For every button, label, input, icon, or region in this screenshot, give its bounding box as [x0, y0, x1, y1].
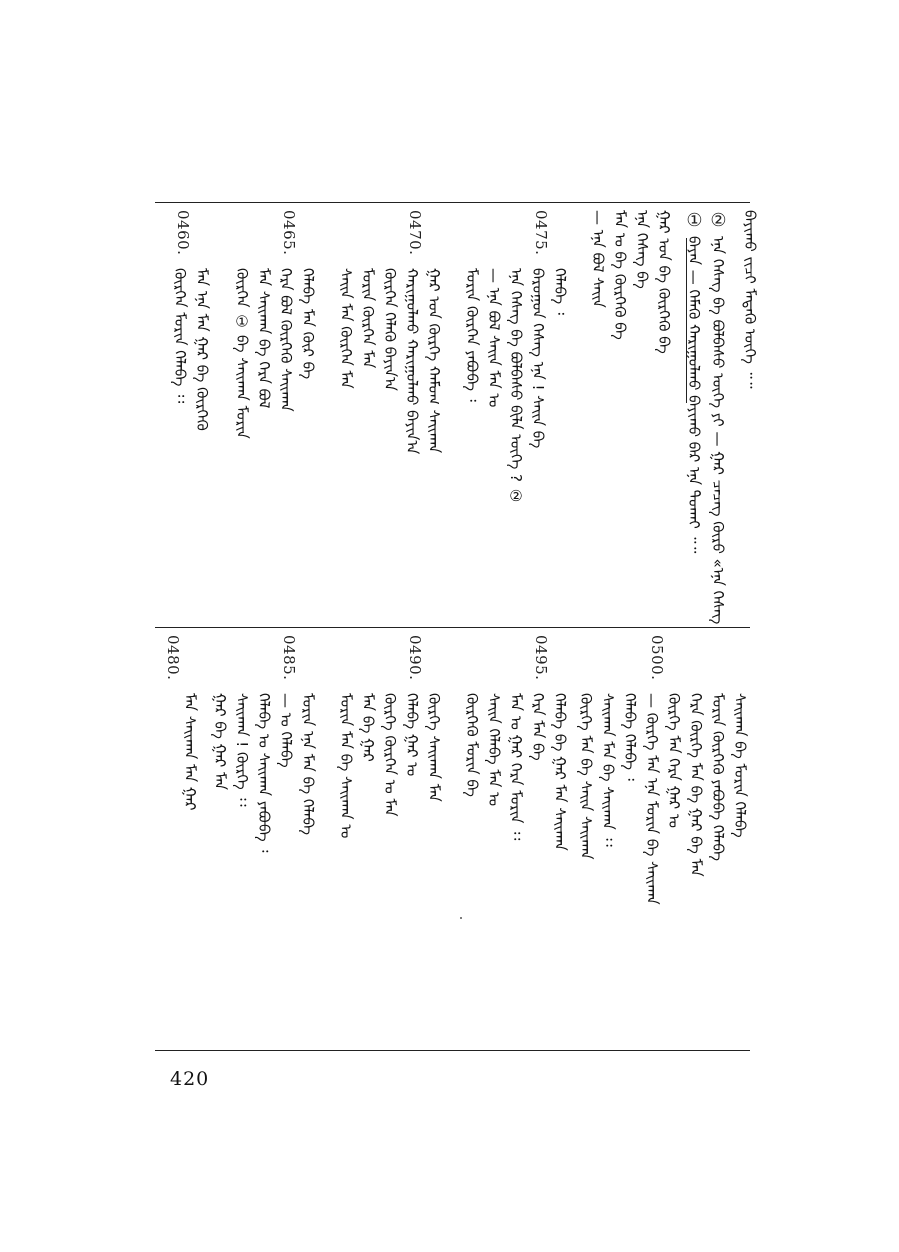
- verse-line: ᠬᠡᠷᠡ ᠪᠣᠯ ᠬᠦᠷᠭᠡᠬᠦ ᠰᠠᠢᠬᠠᠨ: [277, 268, 295, 412]
- verse-line: ᠮᠣᠷᠢᠨ ᠮᠠᠨ ᠪᠡ ᠰᠠᠢᠬᠠᠨ ᠤ: [337, 693, 355, 839]
- verse-line: ᠬᠦᠷᠭᠡ ᠮᠠᠨ ᠬᠡᠷᠡ ᠭᠠᠷ ᠤ: [665, 693, 683, 828]
- verse-line: ᠬᠡᠷᠡ ᠬᠦᠷᠭᠡ ᠮᠠᠨ ᠪᠡ ᠭᠠᠷ ᠪᠡ ᠮᠠᠨ: [687, 693, 705, 877]
- verse-line: ᠰᠠᠢᠬᠠᠨ ᠪᠡ ᠮᠣᠷᠢᠨ ᠬᠡᠯᠡᠪᠡ: [731, 693, 749, 838]
- verse-line: ᠪᠠᠷᠤᠭᠤᠨ ᠬᠡᠰᠡᠭ ᠡᠨᠡ ! ᠰᠠᠢᠨ ᠪᠡ: [529, 268, 547, 449]
- verse-line: ᠮᠠᠨ ᠰᠠᠢᠬᠠᠨ ᠪᠡ ᠬᠡᠷᠡ ᠪᠣᠯ: [255, 268, 273, 409]
- verse-line: ᠮᠣᠷᠢᠨ ᠡᠨᠡ ᠮᠠᠨ ᠪᠡ ᠬᠡᠯᠡᠪᠡ: [299, 693, 317, 836]
- line-number: 0480.: [164, 635, 182, 681]
- verse-line: ᠬᠡᠯᠡᠪᠡ ᠮᠠᠨ ᠬᠦᠷ ᠪᠡ: [299, 268, 317, 380]
- verse-line: ᠬᠦᠷᠭᠡᠨ ① ᠪᠡ ᠰᠠᠢᠬᠠᠨ ᠮᠣᠷᠢᠨ: [233, 268, 251, 439]
- verse-line: ᠬᠦᠷᠭᠡ ᠬᠦᠷᠭᠡᠨ ᠤ ᠮᠠᠨ: [381, 693, 399, 817]
- verse-line: ᠬᠦᠷᠭᠡᠨ ᠮᠣᠷᠢᠨ ᠬᠡᠯᠡᠪᠡ ᠄᠄: [171, 268, 189, 404]
- verse-line: — ᠡᠨᠡ ᠪᠣᠯ ᠰᠠᠢᠨ: [589, 210, 607, 308]
- verse-line: ᠭᠠᠷ ᠤᠨ ᠬᠦᠷᠭᠡ ᠬᠠᠮᠤᠭ ᠰᠠᠢᠬᠠᠨ: [425, 268, 443, 454]
- verse-line: ᠬᠡᠯᠡᠪᠡ ᠤ ᠰᠠᠢᠬᠠᠨ ᠶᠠᠪᠤᠪᠠ ᠄: [255, 693, 273, 853]
- verse-line: ᠰᠠᠢᠨ ᠬᠡᠯᠡᠪᠡ ᠮᠠᠨ ᠤ: [485, 693, 503, 807]
- top-rule: [155, 202, 750, 203]
- footnote-line: ᠡᠨᠡ ᠬᠡᠰᠡᠭ ᠪᠡ ᠪᠣᠯᠪᠠᠰᠤ ᠦᠭᠡ ᠶᠢ — ᠭᠠᠷ ᠴᠡᠴᠡᠭ ᠬᠦᠷᠦ «ᠡᠨᠡ ᠬᠡᠰᠡᠭ: [709, 236, 727, 625]
- verse-line: ᠰᠠᠢᠨ ᠮᠠᠨ ᠬᠦᠷᠭᠡᠨ ᠮᠠᠨ: [337, 268, 355, 389]
- verse-line: ᠬᠡᠯᠡᠪᠡ ᠄: [551, 268, 569, 315]
- verse-line: ᠮᠠᠨ ᠤ ᠭᠠᠷ ᠬᠡᠷᠡ ᠮᠣᠷᠢᠨ ᠄᠄: [507, 693, 525, 841]
- line-number: 0485.: [280, 635, 298, 681]
- line-number: 0465.: [280, 210, 298, 256]
- verse-line: ᠰᠠᠢᠬᠠᠨ ! ᠬᠦᠷᠭᠡ ᠄᠄: [233, 693, 251, 807]
- verse-line: ᠬᠠᠷᠢᠭᠤᠯᠬᠤ ᠬᠠᠷᠢᠭᠤᠯᠬᠤ ᠪᠠᠶᠢᠨ᠎ᠠ: [403, 268, 421, 455]
- footnote-line: ᠪᠠᠶᠠᠨ — ᠬᠡᠮᠡᠬᠦ ᠬᠠᠷᠢᠭᠤᠯᠬᠤ ᠪᠠᠶᠢᠬᠤ ᠪᠠᠷ ᠡᠨᠡ ᠲᠤᠬᠠᠢ ᠃᠃: [685, 236, 703, 554]
- verse-line: ᠮᠠᠨ ᠪᠡ ᠭᠠᠷ: [359, 693, 377, 762]
- verse-line: ᠬᠡᠷᠡ ᠮᠠᠨ ᠪᠡ: [529, 693, 547, 761]
- ink-speck: [460, 917, 462, 919]
- footnote-marker: ①: [684, 210, 705, 232]
- line-number: 0495.: [532, 635, 550, 681]
- verse-line: ᠡᠨᠡ ᠬᠡᠰᠡᠭ ᠪᠡ: [633, 210, 651, 289]
- verse-line: ᠬᠡᠯᠡᠪᠡ ᠬᠡᠯᠡᠪᠡ ᠄: [621, 693, 639, 781]
- middle-rule: [155, 627, 750, 628]
- verse-line: ᠮᠠᠨ ᠤ ᠪᠠ ᠬᠦᠷᠭᠡᠬᠦ ᠪᠡ: [611, 210, 629, 340]
- verse-line: — ᠡᠨᠡ ᠪᠣᠯ ᠰᠠᠢᠨ ᠮᠠᠨ ᠤ: [485, 268, 503, 408]
- verse-line: ᠮᠣᠷᠢᠨ ᠬᠦᠷᠭᠡᠨ ᠮᠠᠨ: [359, 268, 377, 369]
- line-number: 0490.: [406, 635, 424, 681]
- lower-text-block: [160, 635, 750, 1045]
- footnote-line: ᠪᠠᠶᠢᠬᠤ ᠵᠢᠴᠢ ᠮᠡᠳᠡᠬᠦ ᠦᠭᠡ ᠃᠃: [741, 210, 759, 389]
- line-number: 0460.: [174, 210, 192, 256]
- verse-line: ᠬᠡᠯᠡᠪᠡ ᠭᠠᠷ ᠤ: [403, 693, 421, 777]
- verse-line: ᠰᠠᠢᠬᠠᠨ ᠮᠠᠨ ᠪᠡ ᠰᠠᠢᠬᠠᠨ ᠄᠄: [599, 693, 617, 847]
- verse-line: ᠮᠣᠷᠢᠨ ᠬᠦᠷᠭᠡᠬᠦ ᠶᠠᠪᠤᠪᠠ ᠬᠡᠯᠡᠪᠡ: [709, 693, 727, 861]
- line-number: 0500.: [648, 635, 666, 681]
- verse-line: ᠮᠣᠷᠢᠨ ᠬᠦᠷᠭᠡᠨ ᠶᠠᠪᠤᠪᠠ ᠄: [463, 268, 481, 402]
- verse-line: ᠬᠦᠷᠭᠡ ᠰᠠᠢᠬᠠᠨ ᠮᠠᠨ: [425, 693, 443, 802]
- verse-line: ᠬᠦᠷᠭᠡ ᠮᠠᠨ ᠪᠡ ᠰᠠᠢᠨ ᠰᠠᠢᠬᠠᠨ: [577, 693, 595, 860]
- verse-line: ᠬᠦᠷᠭᠡᠨ ᠬᠡᠯᠡᠬᠦ ᠪᠠᠶᠢᠨ᠎ᠠ: [381, 268, 399, 391]
- page-number: 420: [170, 1068, 210, 1090]
- verse-line: ᠭᠠᠷ ᠤᠨ ᠪᠠ ᠬᠦᠷᠭᠡᠬᠦ ᠪᠡ: [655, 210, 673, 354]
- verse-line: — ᠬᠦᠷᠭᠡ ᠮᠠᠨ ᠡᠨᠡ ᠮᠣᠷᠢᠨ ᠪᠡ ᠰᠠᠢᠬᠠᠨ: [643, 693, 661, 905]
- upper-text-block: [160, 210, 759, 625]
- verse-line: ᠬᠦᠷᠭᠡᠬᠦ ᠮᠣᠷᠢᠨ ᠪᠡ: [463, 693, 481, 797]
- line-number: 0470.: [406, 210, 424, 256]
- verse-line: ᠮᠠᠨ ᠰᠠᠢᠬᠠᠨ ᠮᠠᠨ ᠭᠠᠷ: [181, 693, 199, 811]
- verse-line: ᠮᠠᠨ ᠡᠨᠡ ᠮᠠᠨ ᠭᠠᠷ ᠪᠡ ᠬᠦᠷᠭᠡᠬᠦ: [193, 268, 211, 431]
- verse-line: ᠡᠨᠡ ᠬᠡᠰᠡᠭ ᠪᠡ ᠪᠣᠯᠪᠠᠰᠤ ᠪᠢᠯᠡ ᠦᠭᠡ ? ②: [507, 268, 525, 505]
- verse-line: — ᠤ ᠬᠡᠯᠡᠪᠡ: [277, 693, 295, 768]
- footnote-marker: ②: [708, 210, 729, 232]
- line-number: 0475.: [532, 210, 550, 256]
- verse-line: ᠭᠠᠷ ᠪᠡ ᠭᠠᠷ ᠮᠠᠨ: [211, 693, 229, 791]
- verse-line: ᠬᠡᠯᠡᠪᠡ ᠪᠡ ᠭᠠᠷ ᠮᠠᠨ ᠰᠠᠢᠬᠠᠨ: [551, 693, 569, 851]
- bottom-rule: [155, 1050, 750, 1051]
